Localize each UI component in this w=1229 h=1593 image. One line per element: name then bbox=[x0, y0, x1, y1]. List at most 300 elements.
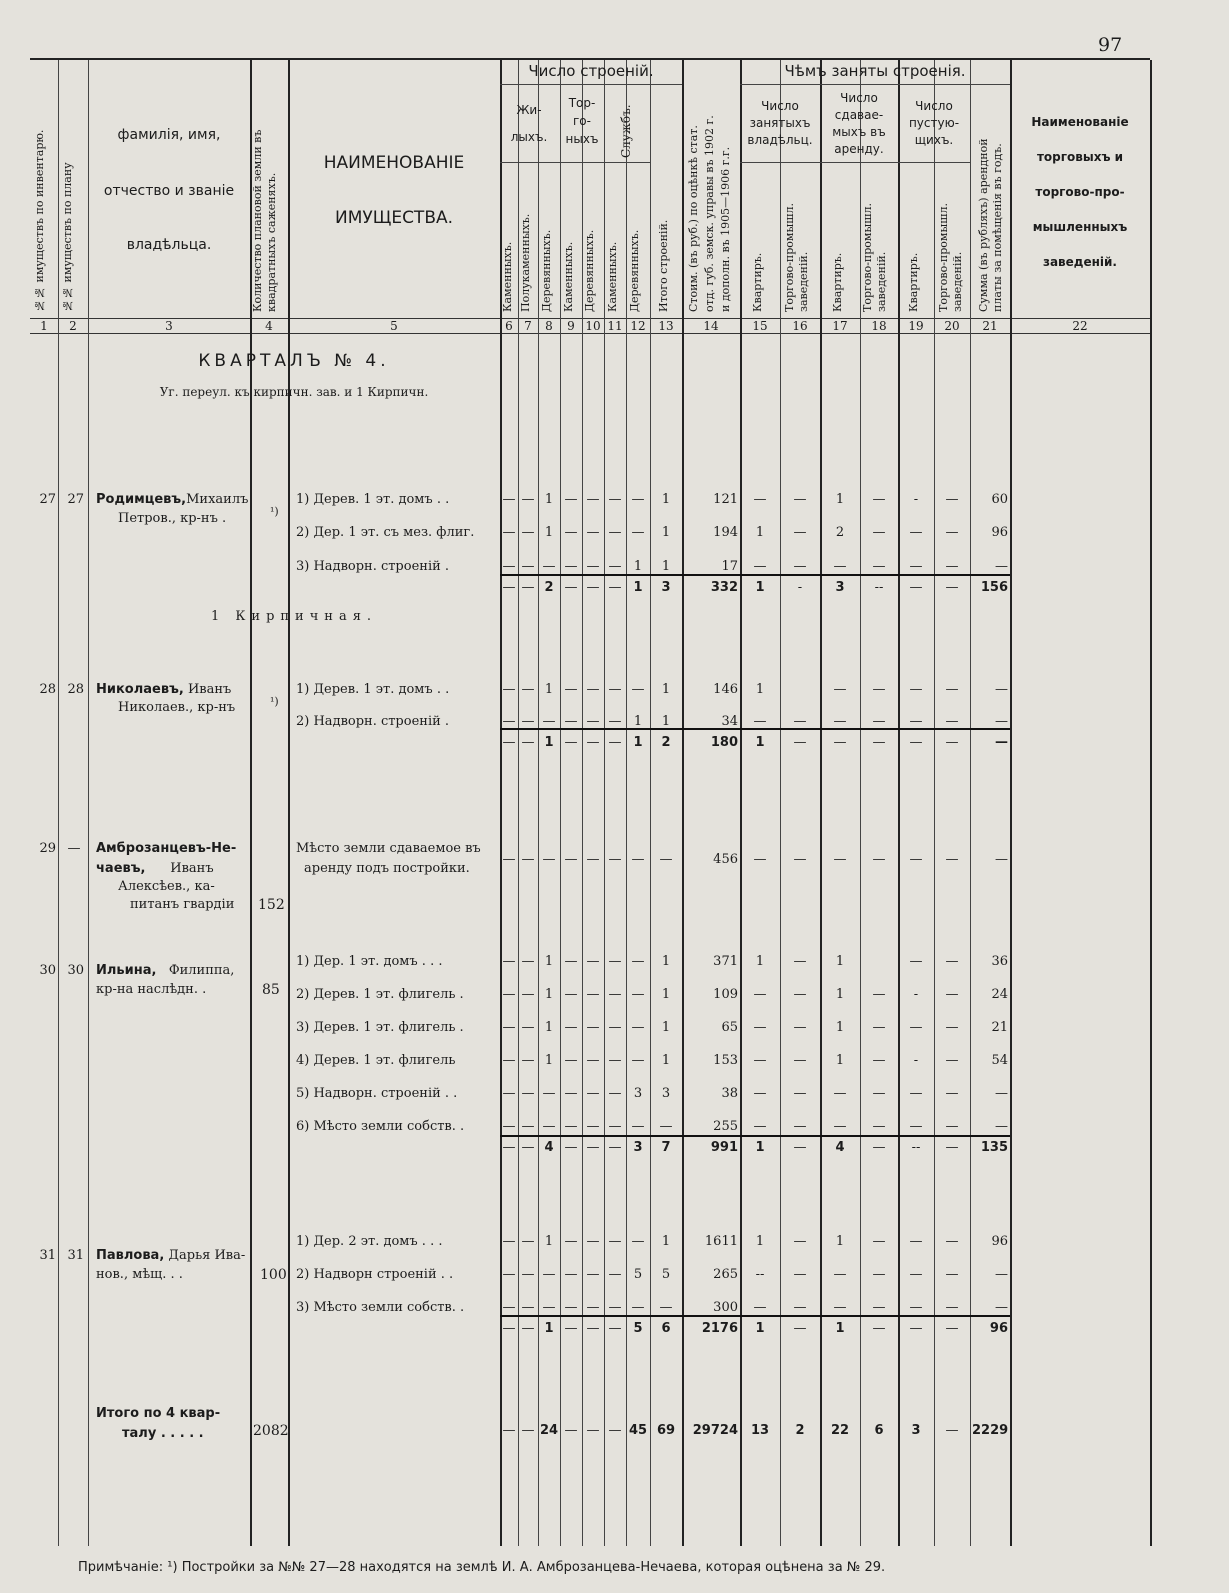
table-cell: — bbox=[945, 1119, 959, 1134]
property-name: 3) Мѣсто земли собств. . bbox=[296, 1300, 465, 1315]
table-cell: 2 bbox=[544, 580, 554, 595]
property-name: 2) Дерев. 1 эт. флигель . bbox=[296, 987, 464, 1002]
subtotal-rule bbox=[500, 1135, 1010, 1137]
header-sub-trade-1: Тор- bbox=[568, 96, 596, 110]
table-cell: — bbox=[608, 1053, 622, 1068]
table-cell: — bbox=[995, 1267, 1008, 1282]
table-cell: — bbox=[608, 1321, 622, 1336]
table-cell: — bbox=[521, 682, 535, 697]
table-cell: — bbox=[608, 525, 622, 540]
table-cell: 4 bbox=[544, 1140, 554, 1155]
table-cell: — bbox=[521, 852, 535, 867]
table-cell: 153 bbox=[713, 1053, 738, 1068]
table-cell: — bbox=[586, 1086, 600, 1101]
table-cell: — bbox=[608, 559, 622, 574]
table-cell: - bbox=[913, 492, 919, 507]
table-cell: — bbox=[793, 1119, 807, 1134]
column-number: 6 bbox=[505, 319, 513, 333]
header-c8: Деревянныхъ. bbox=[540, 229, 553, 312]
footnote: Примѣчаніе: ¹) Постройки за №№ 27—28 находятся на землѣ И. А. Амброзанцева-Нечаева, которая оцѣнена за № 29. bbox=[78, 1560, 886, 1575]
table-cell: 1 bbox=[544, 1321, 554, 1336]
block-title: КВАРТАЛЪ № 4. bbox=[198, 351, 390, 371]
table-cell: - bbox=[913, 987, 919, 1002]
column-number: 9 bbox=[567, 319, 575, 333]
table-cell: 255 bbox=[713, 1119, 738, 1134]
table-cell: 146 bbox=[713, 682, 738, 697]
table-cell: 1 bbox=[544, 954, 554, 969]
table-cell: 1 bbox=[661, 1234, 671, 1249]
column-number: 3 bbox=[165, 319, 173, 333]
grid-line bbox=[934, 60, 935, 1546]
table-cell: — bbox=[586, 559, 600, 574]
property-name: 2) Дер. 1 эт. съ мез. флиг. bbox=[296, 525, 475, 540]
table-cell: 1 bbox=[755, 682, 765, 697]
table-cell: — bbox=[502, 1267, 516, 1282]
owner-line3-29: Алексѣев., ка- bbox=[118, 879, 215, 894]
table-cell: 1 bbox=[661, 714, 671, 729]
table-cell: — bbox=[995, 852, 1008, 867]
column-number: 12 bbox=[630, 319, 646, 333]
owner-line2-30: кр-на наслѣдн. . bbox=[96, 982, 207, 997]
table-cell: — bbox=[793, 1300, 807, 1315]
table-cell: 194 bbox=[713, 525, 738, 540]
property-name: 5) Надворн. строеній . . bbox=[296, 1086, 458, 1101]
table-cell: — bbox=[872, 525, 886, 540]
table-cell: — bbox=[909, 1321, 923, 1336]
table-cell: — bbox=[753, 559, 767, 574]
grid-line bbox=[88, 60, 89, 1546]
table-cell: — bbox=[586, 1140, 600, 1155]
plan-number-31: 31 bbox=[67, 1248, 84, 1263]
table-cell: — bbox=[564, 1140, 578, 1155]
table-cell: — bbox=[586, 735, 600, 750]
table-cell: — bbox=[502, 714, 516, 729]
table-cell: — bbox=[586, 1119, 600, 1134]
header-group-occupied: Чѣмъ заняты строенія. bbox=[784, 62, 966, 80]
header-c20-a: Торгово-промышл. bbox=[937, 203, 950, 312]
table-cell: — bbox=[909, 1020, 923, 1035]
table-cell: 1 bbox=[661, 954, 671, 969]
column-number: 19 bbox=[908, 319, 924, 333]
table-cell: — bbox=[872, 735, 886, 750]
table-cell: — bbox=[586, 525, 600, 540]
header-c6: Каменныхъ. bbox=[501, 241, 514, 312]
owner-name-28: Николаевъ, Иванъ bbox=[96, 682, 232, 697]
header-col5-line1: НАИМЕНОВАНІЕ bbox=[323, 153, 465, 173]
table-cell: — bbox=[608, 1119, 622, 1134]
table-cell: — bbox=[502, 1020, 516, 1035]
table-cell: 3 bbox=[633, 1140, 643, 1155]
column-number: 8 bbox=[545, 319, 553, 333]
table-cell: 1 bbox=[755, 1140, 765, 1155]
header-c14-b: отд. губ. земск. управы въ 1902 г. bbox=[703, 115, 716, 312]
owner-name-27: Родимцевъ,Михаилъ bbox=[96, 492, 249, 507]
header-sub-owner-3: владѣльц. bbox=[747, 133, 813, 147]
table-cell: — bbox=[945, 1267, 959, 1282]
table-cell: — bbox=[909, 735, 923, 750]
table-cell: 1 bbox=[755, 525, 765, 540]
table-cell: — bbox=[502, 1053, 516, 1068]
owner-name-30: Ильина, Филиппа, bbox=[96, 963, 235, 978]
table-cell: 1 bbox=[661, 525, 671, 540]
table-cell: — bbox=[909, 714, 923, 729]
table-cell: — bbox=[793, 1321, 807, 1336]
table-cell: 6 bbox=[661, 1321, 671, 1336]
table-cell: — bbox=[521, 1119, 535, 1134]
header-c18-a: Торгово-промышл. bbox=[861, 203, 874, 312]
table-cell: — bbox=[631, 492, 645, 507]
table-cell: 2 bbox=[795, 1423, 805, 1438]
table-cell: — bbox=[564, 987, 578, 1002]
table-cell: 1 bbox=[661, 492, 671, 507]
table-cell: 1 bbox=[835, 1321, 845, 1336]
header-c18-b: заведеній. bbox=[875, 251, 888, 312]
owner-line2-29: чаевъ, Иванъ bbox=[96, 861, 214, 876]
table-cell: 3 bbox=[835, 580, 845, 595]
table-cell: — bbox=[608, 1300, 622, 1315]
table-cell: — bbox=[564, 1267, 578, 1282]
header-sub-rent-1: Число bbox=[840, 91, 878, 105]
table-cell: — bbox=[608, 1086, 622, 1101]
grid-line bbox=[1010, 60, 1012, 1546]
table-cell: 1 bbox=[755, 735, 765, 750]
table-cell: 1 bbox=[544, 1020, 554, 1035]
table-cell: — bbox=[909, 682, 923, 697]
table-cell: — bbox=[564, 1234, 578, 1249]
header-subline-occupied bbox=[740, 84, 1010, 85]
table-cell: — bbox=[909, 525, 923, 540]
table-cell: — bbox=[502, 1423, 516, 1438]
table-cell: 3 bbox=[911, 1423, 921, 1438]
header-sub-empty-3: щихъ. bbox=[914, 133, 954, 147]
column-number: 14 bbox=[703, 319, 719, 333]
table-cell: — bbox=[502, 1119, 516, 1134]
header-sub-service: Службъ. bbox=[619, 104, 633, 158]
table-cell: — bbox=[521, 1086, 535, 1101]
table-cell: — bbox=[502, 580, 516, 595]
table-cell: 6 bbox=[874, 1423, 884, 1438]
table-cell: — bbox=[502, 735, 516, 750]
table-cell: — bbox=[564, 1020, 578, 1035]
header-c16-b: заведеній. bbox=[797, 251, 810, 312]
owner-note-27: ¹) bbox=[270, 505, 279, 518]
table-cell: — bbox=[793, 735, 807, 750]
table-cell: — bbox=[564, 954, 578, 969]
grid-line bbox=[626, 60, 627, 1546]
table-cell: 1 bbox=[835, 954, 845, 969]
table-cell: 1 bbox=[544, 682, 554, 697]
table-cell: — bbox=[521, 1140, 535, 1155]
table-cell: — bbox=[564, 1300, 578, 1315]
table-cell: — bbox=[753, 1053, 767, 1068]
table-cell: — bbox=[542, 1119, 556, 1134]
column-number: 7 bbox=[524, 319, 532, 333]
table-cell: — bbox=[872, 1140, 886, 1155]
table-cell: — bbox=[564, 714, 578, 729]
table-cell: 21 bbox=[991, 1020, 1008, 1035]
table-cell: -- bbox=[874, 580, 884, 595]
table-cell: 1 bbox=[755, 954, 765, 969]
header-c21-a: Сумма (въ рубляхъ) арендной bbox=[977, 138, 990, 312]
table-cell: 121 bbox=[713, 492, 738, 507]
table-cell: 1 bbox=[544, 735, 554, 750]
table-cell: — bbox=[542, 559, 556, 574]
table-cell: — bbox=[945, 852, 959, 867]
table-cell: — bbox=[542, 1086, 556, 1101]
table-cell: — bbox=[608, 1140, 622, 1155]
column-number: 22 bbox=[1072, 319, 1088, 333]
page-number: 97 bbox=[1098, 34, 1123, 56]
table-cell: — bbox=[586, 1234, 600, 1249]
table-cell: — bbox=[945, 735, 959, 750]
table-cell: -- bbox=[911, 1140, 921, 1155]
grid-line bbox=[604, 60, 605, 1546]
inv-number-30: 30 bbox=[39, 963, 56, 978]
table-cell: — bbox=[608, 1423, 622, 1438]
table-cell: — bbox=[793, 1234, 807, 1249]
table-cell: — bbox=[586, 987, 600, 1002]
column-number: 13 bbox=[658, 319, 674, 333]
table-cell: — bbox=[502, 954, 516, 969]
table-cell: — bbox=[631, 1020, 645, 1035]
table-cell: — bbox=[631, 682, 645, 697]
table-cell: — bbox=[872, 987, 886, 1002]
table-cell: — bbox=[793, 1020, 807, 1035]
table-cell: — bbox=[502, 559, 516, 574]
table-cell: — bbox=[521, 714, 535, 729]
table-cell: — bbox=[608, 714, 622, 729]
column-number: 18 bbox=[871, 319, 887, 333]
owner-note-28: ¹) bbox=[270, 695, 279, 708]
table-cell: — bbox=[833, 735, 847, 750]
column-number: 17 bbox=[832, 319, 848, 333]
table-cell: — bbox=[521, 1267, 535, 1282]
table-cell: -- bbox=[755, 1267, 765, 1282]
table-cell: — bbox=[586, 1267, 600, 1282]
table-cell: — bbox=[521, 954, 535, 969]
grid-line bbox=[820, 60, 822, 1546]
table-cell: 60 bbox=[991, 492, 1008, 507]
header-c12: Деревянныхъ. bbox=[628, 229, 641, 312]
column-number: 1 bbox=[40, 319, 48, 333]
table-cell: — bbox=[521, 525, 535, 540]
table-cell: — bbox=[631, 852, 645, 867]
table-cell: — bbox=[872, 1119, 886, 1134]
table-cell: 1 bbox=[633, 714, 643, 729]
header-col5-line2: ИМУЩЕСТВА. bbox=[334, 208, 454, 228]
property-name: 3) Надворн. строеній . bbox=[296, 559, 450, 574]
table-cell: 1 bbox=[633, 580, 643, 595]
property-name: 6) Мѣсто земли собств. . bbox=[296, 1119, 465, 1134]
table-cell: — bbox=[909, 954, 923, 969]
owner-line1-29: Амброзанцевъ-Не- bbox=[96, 841, 237, 856]
table-cell: — bbox=[521, 1423, 535, 1438]
property-29-line1: Мѣсто земли сдаваемое въ bbox=[296, 841, 481, 856]
table-cell: — bbox=[872, 682, 886, 697]
table-cell: — bbox=[586, 1423, 600, 1438]
table-cell: 3 bbox=[661, 1086, 671, 1101]
table-cell: 991 bbox=[710, 1140, 738, 1155]
grid-line bbox=[740, 60, 742, 1546]
table-cell: — bbox=[521, 492, 535, 507]
area-30: 85 bbox=[262, 982, 280, 998]
area-29: 152 bbox=[258, 897, 285, 913]
table-cell: — bbox=[564, 1086, 578, 1101]
inv-number-28: 28 bbox=[39, 682, 56, 697]
table-cell: — bbox=[564, 735, 578, 750]
plan-number-30: 30 bbox=[67, 963, 84, 978]
table-cell: 109 bbox=[713, 987, 738, 1002]
table-cell: — bbox=[945, 580, 959, 595]
table-cell: — bbox=[586, 1053, 600, 1068]
table-cell: 17 bbox=[721, 559, 738, 574]
table-cell: 1 bbox=[544, 1234, 554, 1249]
grid-line bbox=[970, 60, 971, 1546]
table-cell: — bbox=[753, 714, 767, 729]
table-cell: 3 bbox=[633, 1086, 643, 1101]
table-cell: 65 bbox=[721, 1020, 738, 1035]
header-c17: Квартиръ. bbox=[831, 252, 844, 312]
table-cell: 456 bbox=[713, 852, 738, 867]
table-cell: 2176 bbox=[701, 1321, 738, 1336]
table-cell: 1 bbox=[544, 525, 554, 540]
table-cell: - bbox=[913, 1053, 919, 1068]
table-cell: 54 bbox=[991, 1053, 1008, 1068]
subtotal-rule bbox=[500, 574, 1010, 576]
table-cell: 180 bbox=[710, 735, 738, 750]
table-cell: — bbox=[608, 852, 622, 867]
table-cell: 45 bbox=[629, 1423, 648, 1438]
owner-line2-31: нов., мѣщ. . . bbox=[96, 1267, 183, 1282]
table-cell: — bbox=[833, 714, 847, 729]
table-cell: — bbox=[564, 580, 578, 595]
table-cell: — bbox=[753, 1086, 767, 1101]
table-cell: 1611 bbox=[704, 1234, 738, 1249]
table-cell: — bbox=[586, 852, 600, 867]
table-cell: 5 bbox=[633, 1321, 643, 1336]
table-cell: — bbox=[945, 1321, 959, 1336]
table-cell: — bbox=[502, 1321, 516, 1336]
header-c14-c: и дополн. въ 1905—1906 г.г. bbox=[719, 146, 732, 312]
table-cell: — bbox=[909, 852, 923, 867]
table-cell: — bbox=[659, 852, 673, 867]
table-cell: — bbox=[608, 987, 622, 1002]
header-col22-4: мышленныхъ bbox=[1032, 220, 1128, 234]
table-cell: — bbox=[586, 580, 600, 595]
table-cell: — bbox=[586, 714, 600, 729]
table-cell: 1 bbox=[633, 559, 643, 574]
area-31: 100 bbox=[260, 1267, 287, 1283]
table-cell: — bbox=[521, 1234, 535, 1249]
header-sub-trade-2: го- bbox=[573, 114, 591, 128]
table-cell: 2229 bbox=[972, 1423, 1009, 1438]
table-cell: 1 bbox=[755, 1234, 765, 1249]
table-cell: — bbox=[659, 1300, 673, 1315]
table-cell: — bbox=[753, 987, 767, 1002]
inv-number-29: 29 bbox=[39, 841, 56, 856]
header-sub-owner-1: Число bbox=[761, 99, 799, 113]
table-cell: 24 bbox=[540, 1423, 559, 1438]
table-cell: — bbox=[521, 987, 535, 1002]
table-cell: 1 bbox=[755, 1321, 765, 1336]
inv-number-31: 31 bbox=[39, 1248, 56, 1263]
table-cell: 1 bbox=[661, 1053, 671, 1068]
table-cell: — bbox=[502, 492, 516, 507]
header-col4-b: квадратныхъ саженяхъ. bbox=[265, 172, 278, 312]
table-cell: — bbox=[945, 987, 959, 1002]
table-cell: — bbox=[995, 682, 1008, 697]
street-heading-2: 1 Кирпичная. bbox=[210, 609, 378, 624]
table-cell: — bbox=[793, 1267, 807, 1282]
table-cell: 5 bbox=[633, 1267, 643, 1282]
header-sub-rent-3: мыхъ въ bbox=[832, 125, 886, 139]
table-cell: — bbox=[542, 714, 556, 729]
table-cell: — bbox=[631, 1053, 645, 1068]
table-cell: — bbox=[945, 1234, 959, 1249]
table-cell: 1 bbox=[544, 987, 554, 1002]
grand-total-area: 2082 bbox=[253, 1423, 289, 1439]
table-cell: — bbox=[631, 987, 645, 1002]
table-cell: — bbox=[659, 1119, 673, 1134]
grid-line bbox=[58, 60, 59, 1546]
table-cell: — bbox=[521, 735, 535, 750]
table-cell: — bbox=[872, 1321, 886, 1336]
property-name: 2) Надворн. строеній . bbox=[296, 714, 450, 729]
table-cell: — bbox=[945, 682, 959, 697]
table-cell: — bbox=[945, 1140, 959, 1155]
table-top-border bbox=[30, 58, 1150, 60]
table-cell: — bbox=[502, 1300, 516, 1315]
header-sub-living-1: Жи- bbox=[516, 103, 542, 117]
header-col4-a: Количество плановой земли въ bbox=[251, 129, 264, 312]
table-cell: — bbox=[833, 1300, 847, 1315]
table-cell: — bbox=[586, 1300, 600, 1315]
table-cell: — bbox=[521, 1053, 535, 1068]
table-cell: 2 bbox=[835, 525, 845, 540]
owner-name-31: Павлова, Дарья Ива- bbox=[96, 1248, 246, 1263]
table-cell: — bbox=[586, 1020, 600, 1035]
header-col3-line1: фамилія, имя, bbox=[117, 127, 221, 143]
table-cell: 5 bbox=[661, 1267, 671, 1282]
table-cell: — bbox=[833, 682, 847, 697]
table-cell: - bbox=[797, 580, 803, 595]
table-cell: — bbox=[608, 1267, 622, 1282]
table-cell: 1 bbox=[835, 1020, 845, 1035]
column-number-border bbox=[30, 333, 1150, 334]
table-cell: — bbox=[872, 1267, 886, 1282]
table-cell: 371 bbox=[713, 954, 738, 969]
header-col22-3: торгово-про- bbox=[1035, 185, 1125, 199]
table-cell: — bbox=[564, 525, 578, 540]
table-cell: — bbox=[521, 1300, 535, 1315]
table-cell: 96 bbox=[991, 1234, 1008, 1249]
table-cell: — bbox=[793, 1053, 807, 1068]
column-number: 4 bbox=[265, 319, 273, 333]
inv-number-27: 27 bbox=[39, 492, 56, 507]
property-name: 3) Дерев. 1 эт. флигель . bbox=[296, 1020, 464, 1035]
header-c11: Каменныхъ. bbox=[606, 241, 619, 312]
table-cell: — bbox=[909, 1234, 923, 1249]
header-col22-5: заведеній. bbox=[1042, 255, 1117, 269]
table-cell: — bbox=[945, 1300, 959, 1315]
owner-line4-29: питанъ гвардіи bbox=[130, 897, 235, 912]
table-cell: — bbox=[872, 1053, 886, 1068]
table-cell: — bbox=[945, 1020, 959, 1035]
table-cell: — bbox=[631, 954, 645, 969]
header-c10: Деревянныхъ. bbox=[583, 229, 596, 312]
table-cell: 3 bbox=[661, 580, 671, 595]
header-c21-b: платы за помѣщенія въ годъ. bbox=[991, 143, 1004, 312]
